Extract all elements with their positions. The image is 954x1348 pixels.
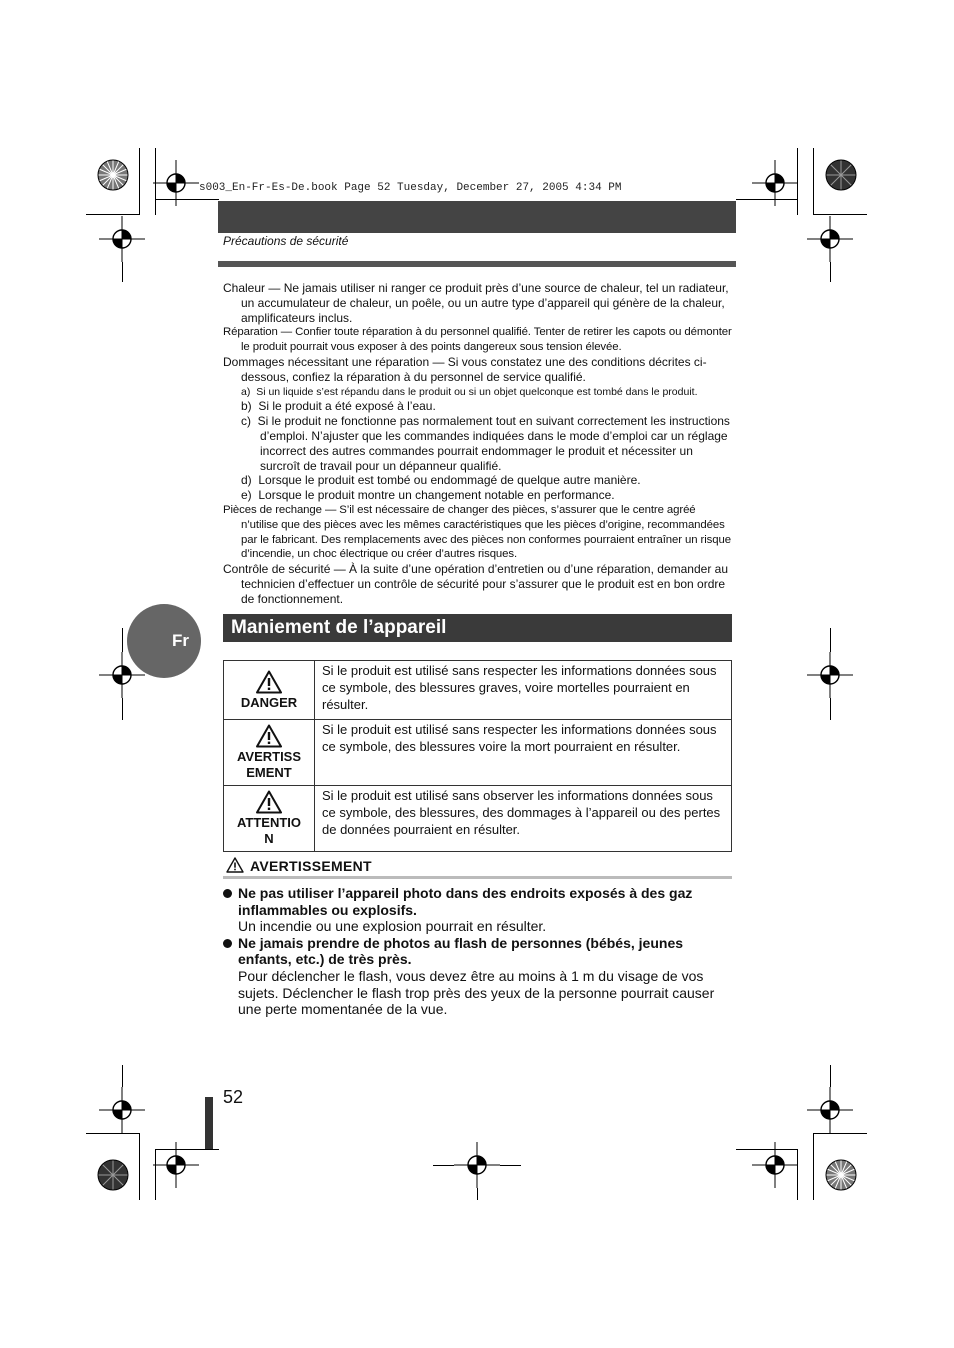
symbol-label: DANGER — [240, 694, 298, 710]
crop-mark — [122, 698, 123, 720]
bullet-body-text: Un incendie ou une explosion pourrait en résulter. — [238, 918, 547, 935]
header-rule — [218, 261, 736, 267]
starburst-target-icon — [825, 159, 857, 191]
bullet-icon — [223, 939, 232, 948]
crop-mark — [122, 1065, 123, 1087]
bullet-bold-text: Ne jamais prendre de photos au flash de personnes (bébés, jeunes enfants, etc.) de très près. — [238, 934, 684, 968]
warning-triangle-icon — [226, 857, 244, 873]
warning-heading-label: AVERTISSEMENT — [250, 858, 372, 874]
symbol-cell — [224, 661, 315, 720]
page-edge-bar — [205, 1097, 213, 1149]
registration-mark-icon — [752, 160, 798, 206]
symbol-cell — [224, 786, 315, 852]
registration-mark-icon — [807, 216, 853, 262]
crop-mark — [813, 1133, 814, 1200]
table-row — [224, 661, 732, 720]
crop-mark — [86, 214, 140, 215]
crop-mark — [122, 628, 123, 652]
registration-mark-icon — [153, 160, 199, 206]
section-title: Maniement de l’appareil — [223, 614, 732, 642]
paragraph-dommages: Dommages nécessitant une réparation — Si vous constatez une des conditions décrites ci-dessous, confiez la réparation à du personnel de service qualifié. — [223, 354, 707, 384]
bullet-bold-text: Ne pas utiliser l’appareil photo dans des endroits exposés à des gaz inflammables ou explosifs. — [238, 885, 693, 918]
crop-mark — [813, 214, 867, 215]
paragraph-chaleur: Chaleur — Ne jamais utiliser ni ranger ce produit près d’une source de chaleur, tel un radiateur, un accumulateur de chaleur, un poêle, ou un autre type d’appareil qui génère de la chaleur, amplificateurs inclus. — [223, 281, 729, 325]
starburst-target-icon — [97, 1159, 129, 1191]
crop-mark — [830, 262, 831, 282]
registration-mark-icon — [99, 216, 145, 262]
registration-mark-icon — [752, 1142, 798, 1188]
crop-mark — [830, 1065, 831, 1087]
registration-mark-icon — [807, 652, 853, 698]
crop-mark — [830, 628, 831, 652]
registration-mark-icon — [807, 1087, 853, 1133]
running-header: Précautions de sécurité — [223, 234, 349, 248]
header-bar — [218, 201, 736, 233]
starburst-target-icon — [97, 159, 129, 191]
crop-mark — [433, 1165, 454, 1166]
list-item — [223, 885, 733, 935]
symbol-label: ATTENTIO N — [236, 815, 302, 846]
list-item: d) Lorsque le produit est tombé ou endommagé de quelque autre manière. — [241, 473, 641, 488]
list-item: a) Si un liquide s’est répandu dans le produit ou si un objet quelconque est tombé dans le produit. — [241, 385, 698, 398]
crop-mark — [813, 148, 814, 215]
description-cell: Si le produit est utilisé sans respecter les informations données sous ce symbole, des blessures voire la mort pourraient en résulter. — [315, 720, 732, 786]
book-slug-line: s003_En-Fr-Es-De.book Page 52 Tuesday, December 27, 2005 4:34 PM — [199, 182, 622, 194]
crop-mark — [139, 1133, 140, 1200]
warning-triangle-icon — [256, 790, 282, 814]
crop-mark — [122, 262, 123, 282]
list-item: c) Si le produit ne fonctionne pas normalement tout en suivant correctement les instructions d’emploi. N’ajuster que les commandes indiquées dans le mode d’emploi car un réglage incorrect des autres commandes pourrait endommager le produit et nécessiter un surcroît de travail pour un dépanneur qualifié. — [241, 414, 730, 473]
crop-mark — [500, 1165, 521, 1166]
warning-list — [223, 885, 733, 1018]
warning-heading — [226, 856, 731, 876]
starburst-target-icon — [825, 1159, 857, 1191]
symbol-cell — [224, 720, 315, 786]
crop-mark — [86, 1133, 140, 1134]
warning-triangle-icon — [256, 724, 282, 748]
table-row — [224, 786, 732, 852]
warning-triangle-icon — [256, 670, 282, 694]
registration-mark-icon — [99, 1087, 145, 1133]
table-row — [224, 720, 732, 786]
crop-mark — [830, 698, 831, 720]
crop-mark — [813, 1133, 867, 1134]
warning-heading-rule — [223, 876, 732, 879]
crop-mark — [477, 1188, 478, 1200]
paragraph-pieces: Pièces de rechange — S’il est nécessaire de changer des pièces, s’assurer que le centre agréé n’utilise que des pièces avec les mêmes caractéristiques que les pièces d’origine, recommandées par le fabricant. Des remplacements avec des pièces non conformes pourraient entraîner un risque d’incendie, un choc électrique ou créer d’autres risques. — [223, 503, 731, 561]
list-item — [223, 935, 733, 1018]
registration-mark-icon — [153, 1142, 199, 1188]
list-item: b) Si le produit a été exposé à l’eau. — [241, 399, 436, 414]
bullet-icon — [223, 889, 232, 898]
bullet-body-text: Pour déclencher le flash, vous devez être au moins à 1 m du visage de vos sujets. Déclencher le flash trop près des yeux de la personne pourrait causer une perte momentanée de la vue. — [238, 967, 715, 1018]
paragraph-reparation: Réparation — Confier toute réparation à du personnel qualifié. Tenter de retirer les capots ou démonter le produit pourrait vous exposer à des points dangereux sous tension élevée. — [223, 326, 732, 354]
safety-text-block — [223, 281, 733, 607]
description-cell: Si le produit est utilisé sans respecter les informations données sous ce symbole, des blessures graves, voire mortelles pourraient en résulter. — [315, 661, 732, 720]
language-tab: Fr — [127, 604, 201, 678]
paragraph-controle: Contrôle de sécurité — À la suite d’une opération d’entretien ou d’une réparation, demander au technicien d’effectuer un contrôle de sécurité pour s’assurer que le produit est en bon ordre de fonctionnement. — [223, 562, 728, 606]
crop-mark — [139, 148, 140, 215]
warning-levels-table — [223, 660, 732, 852]
registration-mark-icon — [454, 1142, 500, 1188]
page-number: 52 — [223, 1087, 244, 1107]
list-item: e) Lorsque le produit montre un changement notable en performance. — [241, 488, 615, 503]
symbol-label: AVERTISS EMENT — [236, 749, 302, 780]
description-cell: Si le produit est utilisé sans observer les informations données sous ce symbole, des blessures, des dommages à l’appareil ou des pertes de données pourraient en résulter. — [315, 786, 732, 852]
